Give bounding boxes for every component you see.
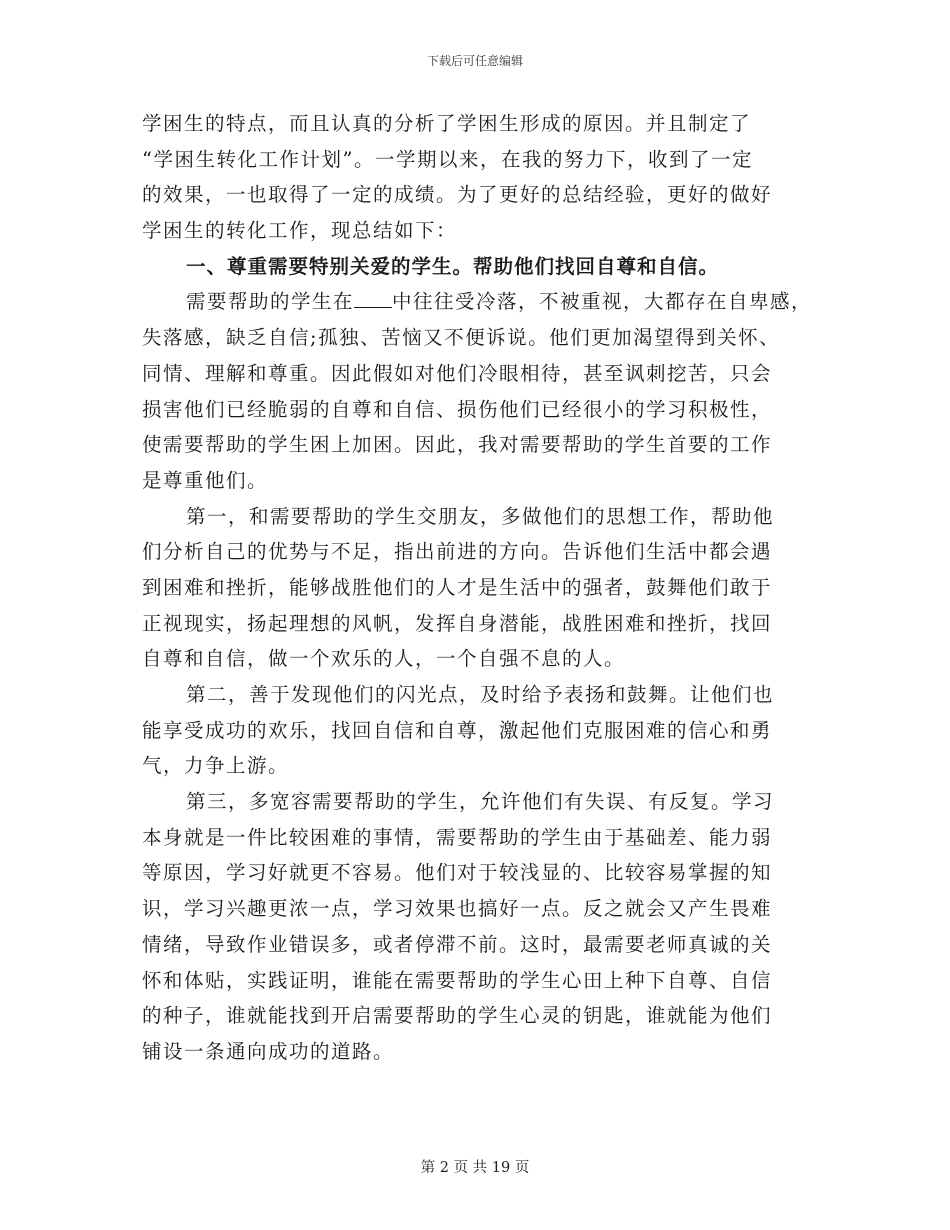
body-line: 第二，善于发现他们的闪光点，及时给予表扬和鼓舞。让他们也 bbox=[186, 683, 775, 706]
body-line: 识，学习兴趣更浓一点，学习效果也搞好一点。反之就会又产生畏难 bbox=[142, 897, 773, 921]
body-line: 能享受成功的欢乐，找回自信和自尊，激起他们克服困难的信心和勇 bbox=[142, 718, 773, 742]
body-line: 第三，多宽容需要帮助的学生，允许他们有失误、有反复。学习 bbox=[186, 790, 775, 814]
body-line: 的种子，谁就能找到开启需要帮助的学生心灵的钥匙，谁就能为他们 bbox=[142, 1004, 773, 1028]
body-line: 等原因，学习好就更不容易。他们对于较浅显的、比较容易掌握的知 bbox=[142, 861, 773, 885]
body-line: 学困生的转化工作，现总结如下： bbox=[142, 219, 458, 243]
body-line: 失落感，缺乏自信;孤独、苦恼又不便诉说。他们更加渴望得到关怀、 bbox=[142, 326, 781, 350]
document-body bbox=[142, 106, 832, 1070]
body-line: “学困生转化工作计划”。一学期以来，在我的努力下，收到了一定 bbox=[142, 147, 753, 171]
page-number: 第 2 页 共 19 页 bbox=[420, 1160, 530, 1176]
body-line: 正视现实，扬起理想的风帆，发挥自身潜能，战胜困难和挫折，找回 bbox=[142, 611, 773, 635]
body-line: 的效果，一也取得了一定的成绩。为了更好的总结经验，更好的做好 bbox=[142, 183, 773, 207]
body-line: 铺设一条通向成功的道路。 bbox=[142, 1039, 395, 1063]
body-line: 到困难和挫折，能够战胜他们的人才是生活中的强者，鼓舞他们敢于 bbox=[142, 575, 773, 599]
section-heading: 一、尊重需要特别关爱的学生。帮助他们找回自尊和自信。 bbox=[186, 254, 720, 278]
body-line: 气，力争上游。 bbox=[142, 754, 290, 778]
body-line: 损害他们已经脆弱的自尊和自信、损伤他们已经很小的学习积极性， bbox=[142, 397, 773, 421]
body-line: 们分析自己的优势与不足，指出前进的方向。告诉他们生活中都会遇 bbox=[142, 540, 773, 564]
body-line: 本身就是一件比较困难的事情，需要帮助的学生由于基础差、能力弱 bbox=[142, 825, 773, 849]
body-line: 情绪，导致作业错误多，或者停滞不前。这时，最需要老师真诚的关 bbox=[142, 932, 773, 956]
body-line bbox=[142, 284, 832, 320]
body-line: 学困生的特点，而且认真的分析了学困生形成的原因。并且制定了 bbox=[142, 112, 752, 135]
fill-in-blank bbox=[354, 291, 392, 308]
page-header-note: 下载后可任意编辑 bbox=[426, 54, 523, 68]
body-line: 同情、理解和尊重。因此假如对他们冷眼相待，甚至讽刺挖苦，只会 bbox=[142, 361, 773, 385]
body-line: 第一，和需要帮助的学生交朋友，多做他们的思想工作，帮助他 bbox=[186, 504, 775, 528]
body-text-fragment: 中往往受冷落，不被重视，大都存在自卑感， bbox=[392, 290, 813, 314]
body-text-fragment: 需要帮助的学生在 bbox=[186, 290, 355, 314]
body-line: 使需要帮助的学生困上加困。因此，我对需要帮助的学生首要的工作 bbox=[142, 433, 773, 457]
body-line: 自尊和自信，做一个欢乐的人，一个自强不息的人。 bbox=[142, 647, 626, 671]
body-line: 怀和体贴，实践证明，谁能在需要帮助的学生心田上种下自尊、自信 bbox=[142, 968, 773, 992]
body-line: 是尊重他们。 bbox=[142, 468, 269, 492]
